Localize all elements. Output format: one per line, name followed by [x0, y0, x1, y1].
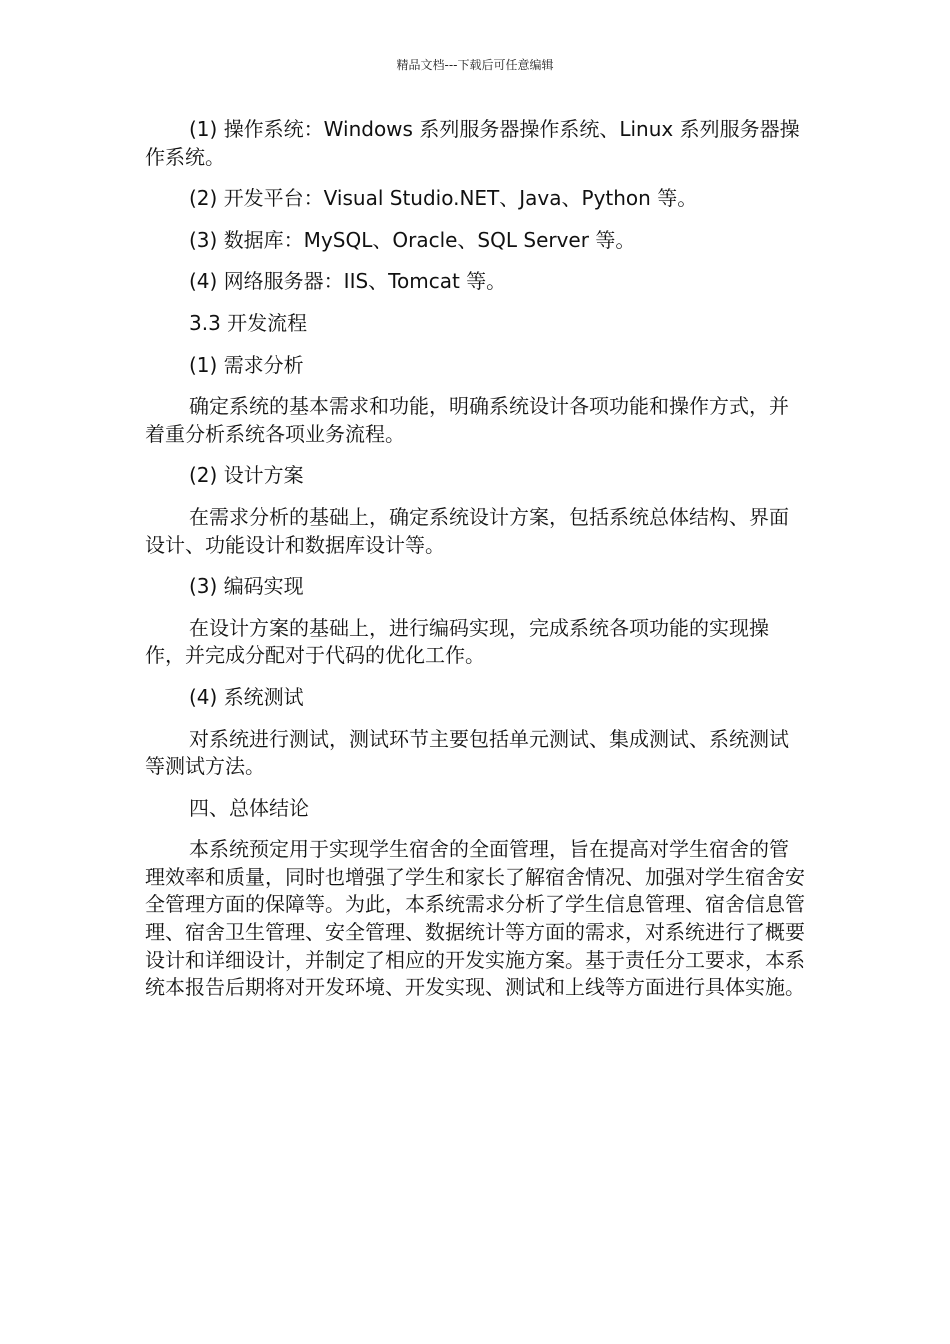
paragraph-dev-platform: (2) 开发平台：Visual Studio.NET、Java、Python 等。	[189, 186, 698, 211]
subheading-testing: (4) 系统测试	[189, 684, 304, 709]
paragraph-testing: 对系统进行测试，测试环节主要包括单元测试、集成测试、系统测试等测试方法。	[145, 726, 789, 779]
paragraph-requirements: 确定系统的基本需求和功能，明确系统设计各项功能和操作方式，并着重分析系统各项业务流程。	[145, 394, 789, 446]
section-heading-dev-process: 3.3 开发流程	[189, 310, 308, 335]
paragraph-design: 在需求分析的基础上，确定系统设计方案，包括系统总体结构、界面设计、功能设计和数据库设计等。	[145, 504, 789, 557]
paragraph-database: (3) 数据库：MySQL、Oracle、SQL Server 等。	[189, 227, 636, 252]
subheading-design: (2) 设计方案	[189, 463, 304, 488]
page-header: 精品文档---下载后可任意编辑	[396, 58, 554, 72]
paragraph-conclusion: 本系统预定用于实现学生宿舍的全面管理，旨在提高对学生宿舍的管理效率和质量，同时也增强了学生和家长了解宿舍情况、加强对学生宿舍安全管理方面的保障等。为此，本系统需求分析了学生信息管理、宿舍信息管理、宿舍卫生管理、安全管理、数据统计等方面的需求，对系统进行了概要设计和详细设计，并制定了相应的开发实施方案。基于责任分工要求，本系统本报告后期将对开发环境、开发实现、测试和上线等方面进行具体实施。	[145, 837, 805, 1000]
paragraph-os: (1) 操作系统：Windows 系列服务器操作系统、Linux 系列服务器操作系统。	[145, 117, 800, 169]
document-body	[145, 116, 805, 1016]
paragraph-web-server: (4) 网络服务器：IIS、Tomcat 等。	[189, 269, 507, 294]
subheading-coding: (3) 编码实现	[189, 574, 304, 599]
paragraph-coding: 在设计方案的基础上，进行编码实现，完成系统各项功能的实现操作，并完成分配对于代码的优化工作。	[145, 615, 769, 668]
section-heading-conclusion: 四、总体结论	[189, 795, 309, 820]
subheading-requirements: (1) 需求分析	[189, 352, 304, 377]
